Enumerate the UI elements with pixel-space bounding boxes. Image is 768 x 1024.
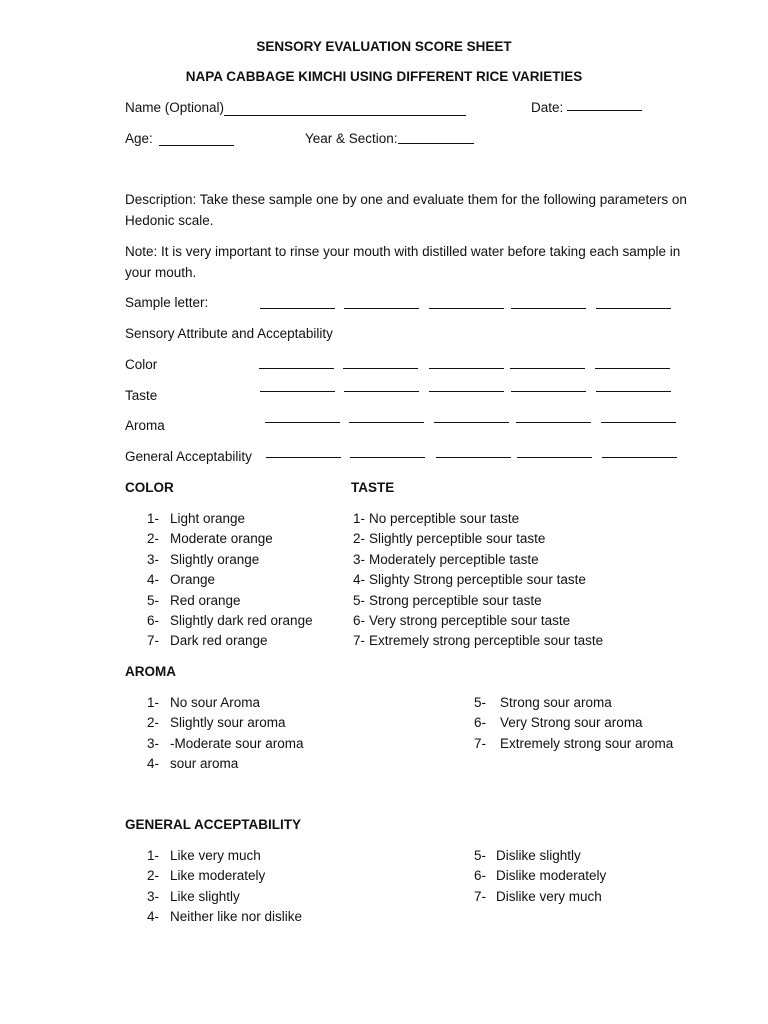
aroma-blank-4[interactable] [516,422,591,423]
scale-item-number: 6- [353,613,366,628]
scale-item-text: Red orange [170,592,241,608]
sample-letter-blank-5[interactable] [596,308,671,309]
scale-item-number: 3- [147,735,160,751]
scale-item-number: 3- [147,888,160,904]
name-field[interactable] [224,115,466,116]
note-line-1: Note: It is very important to rinse your mouth with distilled water before taking each sample in [125,244,681,259]
scale-item-number: 6- [474,715,487,731]
scale-item-number: 2- [353,531,366,547]
scale-item-number: 7- [474,735,487,751]
scale-item-text: Like very much [170,848,261,863]
scale-item-number: 1- [147,511,160,526]
general-blank-2[interactable] [350,457,425,458]
aroma-heading: AROMA [125,664,176,679]
sample-letter-blank-1[interactable] [260,308,335,309]
scale-item-text: Very strong perceptible sour taste [369,613,571,628]
age-field[interactable] [159,145,234,146]
scale-item-text: Light orange [170,511,246,526]
color-blank-4[interactable] [510,368,585,369]
scale-item-number: 7- [474,888,487,904]
scale-item-text: No sour Aroma [170,695,261,710]
color-blank-2[interactable] [343,368,418,369]
general-blank-3[interactable] [436,457,511,458]
general-blank-5[interactable] [602,457,677,458]
date-label: Date: [531,100,564,115]
description-line-1: Description: Take these sample one by one and evaluate them for the following parameters on [125,192,687,207]
scale-item-number: 7- [147,633,160,649]
scale-item-text: Extremely strong perceptible sour taste [369,633,604,649]
attribute-heading: Sensory Attribute and Acceptability [125,326,333,341]
general-heading: GENERAL ACCEPTABILITY [125,817,302,832]
age-label: Age: [125,131,153,146]
scale-item-text: Dislike moderately [496,868,607,884]
scale-item-text: Very Strong sour aroma [500,715,643,731]
sample-letter-label: Sample letter: [125,295,209,310]
scale-item-text: Slighty Strong perceptible sour taste [369,572,586,588]
general-row-label: General Acceptability [125,449,252,464]
note-line-2: your mouth. [125,265,197,280]
scale-item-number: 2- [147,868,160,884]
scale-item-text: Like moderately [170,868,266,884]
scale-item-text: Strong perceptible sour taste [369,592,542,608]
color-heading: COLOR [125,480,174,495]
scale-item-number: 6- [147,613,160,628]
aroma-blank-2[interactable] [349,422,424,423]
color-blank-5[interactable] [595,368,670,369]
scale-item-number: 4- [147,572,160,588]
scale-item-text: Neither like nor dislike [170,909,303,925]
taste-blank-3[interactable] [429,391,504,392]
scale-item-number: 1- [147,695,160,710]
scale-item-text: Slightly sour aroma [170,715,286,731]
color-blank-1[interactable] [259,368,334,369]
scale-item-text: Orange [170,572,216,588]
taste-blank-2[interactable] [344,391,419,392]
scale-item-number: 2- [147,715,160,731]
scale-item-text: Dislike very much [496,888,602,904]
scale-item-text: Strong sour aroma [500,695,612,710]
year-section-field[interactable] [398,143,474,144]
sample-letter-blank-3[interactable] [429,308,504,309]
page-subtitle: NAPA CABBAGE KIMCHI USING DIFFERENT RICE VARIETIES [185,69,583,84]
scale-item-number: 3- [147,551,160,567]
scale-item-number: 5- [474,695,487,710]
scale-item-number: 4- [147,909,160,925]
sample-letter-blank-4[interactable] [511,308,586,309]
scale-item-number: 5- [353,592,366,608]
scale-item-number: 6- [474,868,487,884]
taste-blank-5[interactable] [596,391,671,392]
scale-item-text: Like slightly [170,888,240,904]
aroma-blank-3[interactable] [434,422,509,423]
scale-item-text: Slightly perceptible sour taste [369,531,546,547]
name-label: Name (Optional) [125,100,225,115]
aroma-blank-5[interactable] [601,422,676,423]
scale-item-number: 5- [474,848,487,863]
year-section-label: Year & Section: [305,131,398,146]
scale-item-text: Slightly orange [170,551,260,567]
scale-item-number: 4- [147,756,160,772]
scale-item-number: 7- [353,633,366,649]
scale-item-text: Moderately perceptible taste [369,551,539,567]
page-title: SENSORY EVALUATION SCORE SHEET [256,39,512,54]
general-blank-4[interactable] [517,457,592,458]
scale-item-text: Moderate orange [170,531,273,547]
sample-letter-blank-2[interactable] [344,308,419,309]
scale-item-text: Slightly dark red orange [170,613,313,628]
taste-heading: TASTE [351,480,395,495]
scale-item-text: No perceptible sour taste [369,511,520,526]
scale-item-number: 3- [353,551,366,567]
taste-blank-4[interactable] [511,391,586,392]
scale-item-text: sour aroma [170,756,239,772]
scale-item-text: Extremely strong sour aroma [500,735,674,751]
general-blank-1[interactable] [266,457,341,458]
scale-item-number: 4- [353,572,366,588]
color-row-label: Color [125,357,158,372]
scale-item-text: Dark red orange [170,633,268,649]
description-line-2: Hedonic scale. [125,213,214,228]
scale-item-number: 1- [147,848,160,863]
scale-item-text: Dislike slightly [496,848,581,863]
scale-item-text: -Moderate sour aroma [170,735,304,751]
taste-row-label: Taste [125,388,158,403]
aroma-blank-1[interactable] [265,422,340,423]
date-field[interactable] [567,110,642,111]
aroma-row-label: Aroma [125,418,165,433]
scale-item-number: 5- [147,592,160,608]
taste-blank-1[interactable] [260,391,335,392]
scale-item-number: 1- [353,511,366,526]
color-blank-3[interactable] [429,368,504,369]
scale-item-number: 2- [147,531,160,547]
